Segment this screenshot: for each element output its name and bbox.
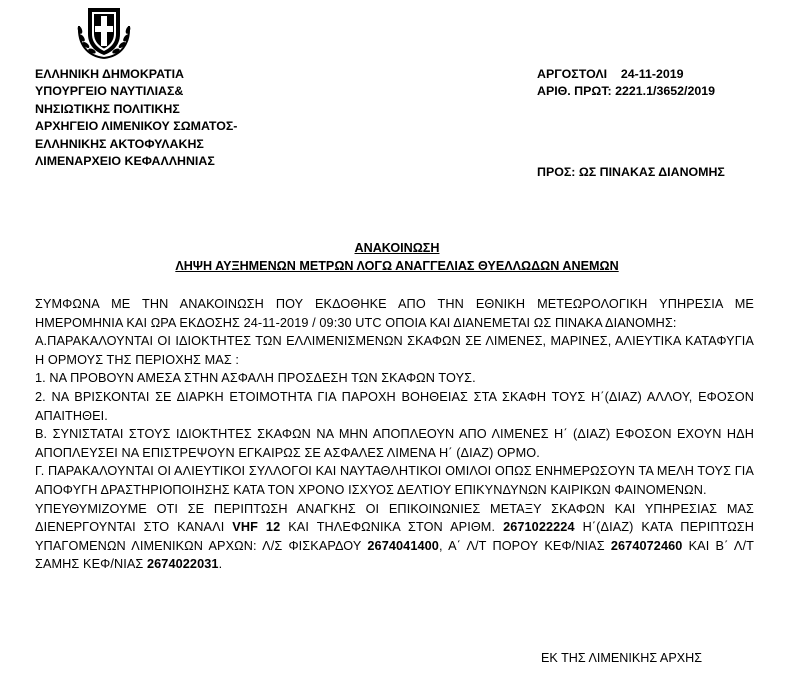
section-a-paragraph: Α.ΠΑΡΑΚΑΛΟΥΝΤΑΙ ΟΙ ΙΔΙΟΚΤΗΤΕΣ ΤΩΝ ΕΛΛΙΜΕΝΙΣΜΕΝΩΝ ΣΚΑΦΩΝ ΣΕ ΛΙΜΕΝΕΣ, ΜΑΡΙΝΕΣ, ΑΛΙΕΥΤΙΚΑ ΚΑΤΑΦΥΓΙΑ Η ΟΡΜΟΥΣ ΤΗΣ ΠΕΡΙΟΧΗΣ ΜΑΣ : xyxy=(35,334,754,367)
reminder-text: Η΄(ΔΙΑΖ) ΚΑΤΑ ΠΕΡΙΠΤΩΣΗ ΥΠΑΓΟΜΕΝΩΝ ΛΙΜΕΝΙΚΩΝ ΑΡΧΩΝ: Λ/Σ ΦΙΣΚΑΡΔΟΥ xyxy=(35,520,754,553)
reference-block xyxy=(537,66,715,101)
phone-fiskardo: 2674041400 xyxy=(367,538,439,553)
issuer-line: ΕΛΛΗΝΙΚΗ ΔΗΜΟΚΡΑΤΙΑ xyxy=(35,67,184,81)
reminder-paragraph xyxy=(35,500,754,574)
issuer-line: ΕΛΛΗΝΙΚΗΣ ΑΚΤΟΦΥΛΑΚΗΣ xyxy=(35,136,204,151)
vhf-channel: VHF 12 xyxy=(232,520,281,535)
reminder-text: ΚΑΙ ΤΗΛΕΦΩΝΙΚΑ ΣΤΟΝ ΑΡΙΘΜ. xyxy=(280,520,504,535)
reminder-text: , Α΄ Λ/Τ ΠΟΡΟΥ ΚΕΦ/ΝΙΑΣ xyxy=(438,538,611,553)
issuer-line: ΝΗΣΙΩΤΙΚΗΣ ΠΟΛΙΤΙΚΗΣ xyxy=(35,101,180,116)
issuer-line: ΑΡΧΗΓΕΙΟ ΛΙΜΕΝΙΚΟΥ ΣΩΜΑΤΟΣ- xyxy=(35,119,238,134)
list-item-2: 2. ΝΑ ΒΡΙΣΚΟΝΤΑΙ ΣΕ ΔΙΑΡΚΗ ΕΤΟΙΜΟΤΗΤΑ ΓΙΑ ΠΑΡΟΧΗ ΒΟΗΘΕΙΑΣ ΣΤΑ ΣΚΑΦΗ ΤΟΥΣ Η΄(ΔΙΑΖ) ΑΛΛΟΥ, ΕΦΟΣΟΝ ΑΠΑΙΤΗΘΕΙ. xyxy=(35,389,754,423)
place-date: ΑΡΓΟΣΤΟΛΙ 24-11-2019 xyxy=(537,67,684,81)
document-subtitle: ΛΗΨΗ ΑΥΞΗΜΕΝΩΝ ΜΕΤΡΩΝ ΛΟΓΩ ΑΝΑΓΓΕΛΙΑΣ ΘΥΕΛΛΩΔΩΝ ΑΝΕΜΩΝ xyxy=(175,259,619,273)
document-title: ΑΝΑΚΟΙΝΩΣΗ xyxy=(354,241,440,255)
phone-main: 2671022224 xyxy=(503,520,575,535)
issuer-block xyxy=(35,66,237,170)
document-titles xyxy=(0,239,794,275)
issuer-line: ΥΠΟΥΡΓΕΙΟ ΝΑΥΤΙΛΙΑΣ& xyxy=(35,84,184,99)
protocol-number: ΑΡΙΘ. ΠΡΩΤ: 2221.1/3652/2019 xyxy=(537,84,716,99)
recipients-line: ΠΡΟΣ: ΩΣ ΠΙΝΑΚΑΣ ΔΙΑΝΟΜΗΣ xyxy=(537,165,725,179)
phone-sami: 2674022031 xyxy=(147,557,219,572)
announcement-body xyxy=(35,295,754,574)
phone-poros: 2674072460 xyxy=(610,538,683,553)
greek-coat-of-arms-emblem xyxy=(75,4,133,62)
reminder-text: ΚΑΙ Β΄ Λ/Τ ΣΑΜΗΣ ΚΕΦ/ΝΙΑΣ xyxy=(35,538,754,572)
reminder-text: . xyxy=(218,557,223,572)
section-c-paragraph: Γ. ΠΑΡΑΚΑΛΟΥΝΤΑΙ ΟΙ ΑΛΙΕΥΤΙΚΟΙ ΣΥΛΛΟΓΟΙ ΚΑΙ ΝΑΥΤΑΘΛΗΤΙΚΟΙ ΟΜΙΛΟΙ ΟΠΩΣ ΕΝΗΜΕΡΩΣΟΥΝ ΤΑ ΜΕΛΗ ΤΟΥΣ ΓΙΑ ΑΠΟΦΥΓΗ ΔΡΑΣΤΗΡΙΟΠΟΙΗΣΗΣ ΚΑΤΑ ΤΟΝ ΧΡΟΝΟ ΙΣΧΥΟΣ ΔΕΛΤΙΟΥ ΕΠΙΚΥΝΔΥΝΩΝ ΚΑΙΡΙΚΩΝ ΦΑΙΝΟΜΕΝΩΝ. xyxy=(35,464,754,497)
issuer-line: ΛΙΜΕΝΑΡΧΕΙΟ ΚΕΦΑΛΛΗΝΙΑΣ xyxy=(35,154,215,169)
list-item-1: 1. ΝΑ ΠΡΟΒΟΥΝ ΑΜΕΣΑ ΣΤΗΝ ΑΣΦΑΛΗ ΠΡΟΣΔΕΣΗ ΤΩΝ ΣΚΑΦΩΝ ΤΟΥΣ. xyxy=(35,371,476,386)
section-b-paragraph: Β. ΣΥΝΙΣΤΑΤΑΙ ΣΤΟΥΣ ΙΔΙΟΚΤΗΤΕΣ ΣΚΑΦΩΝ ΝΑ ΜΗΝ ΑΠΟΠΛΕΟΥΝ ΑΠΟ ΛΙΜΕΝΕΣ Η΄ (ΔΙΑΖ) ΕΦΟΣΟΝ ΕΧΟΥΝ ΗΔΗ ΑΠΟΠΛΕΥΣΕΙ ΝΑ ΕΠΙΣΤΡΕΨΟΥΝ ΕΓΚΑΙΡΩΣ ΣΕ ΑΣΦΑΛΕΣ ΛΙΜΕΝΑ Η΄ (ΔΙΑΖ) ΟΡΜΟ. xyxy=(35,427,754,460)
signature-line: ΕΚ ΤΗΣ ΛΙΜΕΝΙΚΗΣ ΑΡΧΗΣ xyxy=(541,651,703,665)
intro-paragraph: ΣΥΜΦΩΝΑ ΜΕ ΤΗΝ ΑΝΑΚΟΙΝΩΣΗ ΠΟΥ ΕΚΔΟΘΗΚΕ ΑΠΟ ΤΗΝ ΕΘΝΙΚΗ ΜΕΤΕΩΡΟΛΟΓΙΚΗ ΥΠΗΡΕΣΙΑ ΜΕ ΗΜΕΡΟΜΗΝΙΑ ΚΑΙ ΩΡΑ ΕΚΔΟΣΗΣ 24-11-2019 / 09:30 UTC ΟΠΟΙΑ ΚΑΙ ΔΙΑΝΕΜΕΤΑΙ ΩΣ ΠΙΝΑΚΑ ΔΙΑΝΟΜΗΣ: xyxy=(35,297,754,330)
reminder-text: ΥΠΕΥΘΥΜΙΖΟΥΜΕ ΟΤΙ ΣΕ ΠΕΡΙΠΤΩΣΗ ΑΝΑΓΚΗΣ ΟΙ ΕΠΙΚΟΙΝΩΝΙΕΣ ΜΕΤΑΞΥ ΣΚΑΦΩΝ ΚΑΙ ΥΠΗΡΕΣΙΑΣ ΜΑΣ ΔΙΕΝΕΡΓΟΥΝΤΑΙ ΣΤΟ ΚΑΝΑΛΙ xyxy=(35,501,754,535)
